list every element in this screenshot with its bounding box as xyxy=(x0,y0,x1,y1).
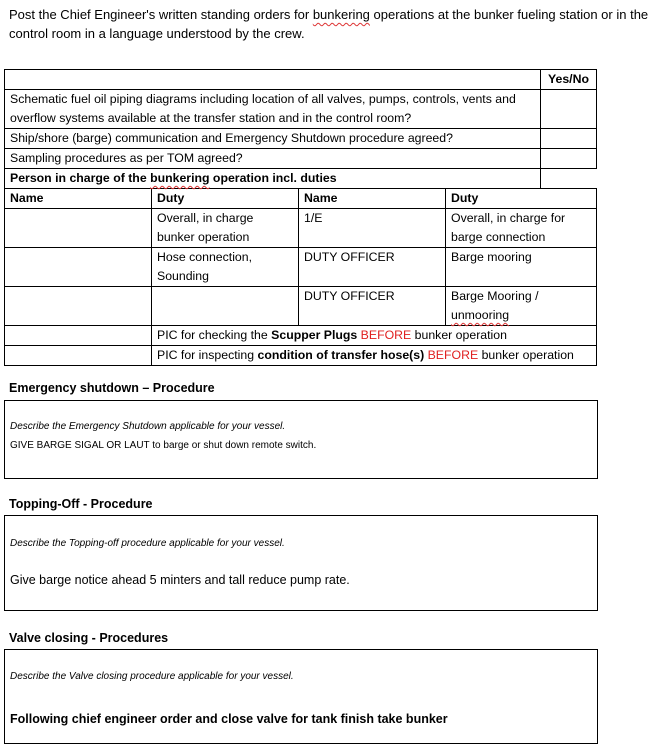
pic-heading: Person in charge of the bunkering operation incl. duties xyxy=(5,169,541,189)
valve-hint: Describe the Valve closing procedure applicable for your vessel. xyxy=(10,671,294,682)
name-cell[interactable]: DUTY OFFICER xyxy=(299,287,446,326)
duty-cell: Barge Mooring / unmooring xyxy=(446,287,597,326)
col-header-name: Name xyxy=(5,189,152,209)
name-cell[interactable] xyxy=(5,248,152,287)
col-header-duty: Duty xyxy=(152,189,299,209)
valve-section-title: Valve closing - Procedures xyxy=(9,631,169,645)
name-cell[interactable] xyxy=(5,209,152,248)
yes-no-cell[interactable] xyxy=(541,129,597,149)
pic-name-cell[interactable] xyxy=(5,346,152,366)
valve-procedure-box[interactable] xyxy=(4,649,598,744)
topping-section-title: Topping-Off - Procedure xyxy=(9,497,153,511)
checklist-item: Ship/shore (barge) communication and Emergency Shutdown procedure agreed? xyxy=(5,129,541,149)
intro-paragraph: Post the Chief Engineer's written standing orders for bunkering operations at the bunker fueling station or in the control room in a language understood by the crew. xyxy=(9,7,649,41)
checklist-item: Schematic fuel oil piping diagrams including location of all valves, pumps, controls, vents and overflow systems available at the transfer station and in the control room? xyxy=(5,90,541,129)
emergency-procedure-box[interactable] xyxy=(4,400,598,479)
pic-hose-row: PIC for inspecting condition of transfer hose(s) BEFORE bunker operation xyxy=(152,346,597,366)
checklist-item: Sampling procedures as per TOM agreed? xyxy=(5,149,541,169)
bunkering-checklist-table xyxy=(4,69,597,366)
name-cell[interactable]: DUTY OFFICER xyxy=(299,248,446,287)
name-cell[interactable]: 1/E xyxy=(299,209,446,248)
emergency-hint: Describe the Emergency Shutdown applicable for your vessel. xyxy=(10,421,286,432)
emergency-section-title: Emergency shutdown – Procedure xyxy=(9,381,215,395)
col-header-name: Name xyxy=(299,189,446,209)
spellcheck-word: bunkering xyxy=(312,7,370,22)
topping-body: Give barge notice ahead 5 minters and tall reduce pump rate. xyxy=(10,573,350,587)
topping-procedure-box[interactable] xyxy=(4,515,598,611)
header-blank-cell xyxy=(5,70,541,90)
name-cell[interactable] xyxy=(5,287,152,326)
spellcheck-word: unmooring xyxy=(451,308,510,322)
spellcheck-word: bunkering xyxy=(150,171,210,185)
duty-cell: Overall, in charge for barge connection xyxy=(446,209,597,248)
col-header-duty: Duty xyxy=(446,189,597,209)
duty-cell xyxy=(152,287,299,326)
yes-no-cell[interactable] xyxy=(541,149,597,169)
pic-scupper-row: PIC for checking the Scupper Plugs BEFORE bunker operation xyxy=(152,326,597,346)
yes-no-header: Yes/No xyxy=(541,70,597,90)
topping-hint: Describe the Topping-off procedure applicable for your vessel. xyxy=(10,538,285,549)
yes-no-cell[interactable] xyxy=(541,90,597,129)
duty-cell: Barge mooring xyxy=(446,248,597,287)
emergency-body: GIVE BARGE SIGAL OR LAUT to barge or shut down remote switch. xyxy=(10,440,317,451)
pic-name-cell[interactable] xyxy=(5,326,152,346)
duty-cell: Overall, in charge bunker operation xyxy=(152,209,299,248)
valve-body: Following chief engineer order and close valve for tank finish take bunker xyxy=(10,712,448,726)
duty-cell: Hose connection, Sounding xyxy=(152,248,299,287)
